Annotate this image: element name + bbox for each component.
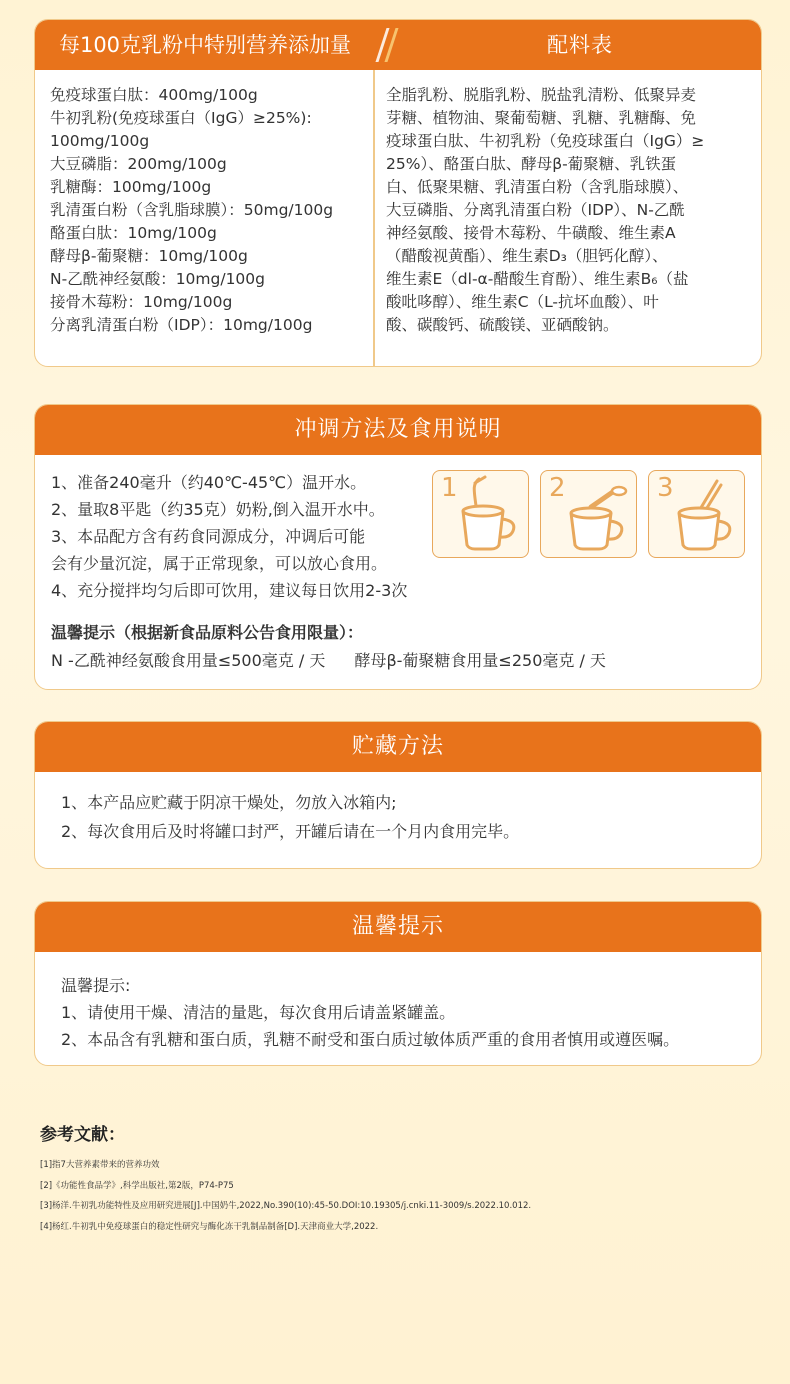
reference-item: [2]《功能性食品学》,科学出版社,第2版，P74-P75 [40,1180,234,1191]
direction-line: 1、准备240毫升（约40℃-45℃）温开水。 [51,473,367,492]
reference-item: [3]杨洋.牛初乳功能特性及应用研究进展[J].中国奶牛,2022,No.390(10):45-50.DOI:10.19305/j.cnki.11-3009/s.2022.10.012. [40,1201,532,1211]
storage-line: 1、本产品应贮藏于阴凉干燥处，勿放入冰箱内; [61,793,397,812]
additive-line: 牛初乳粉(免疫球蛋白（IgG）≥25%): [50,109,312,127]
additive-line: 接骨木莓粉：10mg/100g [50,293,233,311]
references-section [40,1120,760,1237]
formula-line: 神经氨酸、接骨木莓粉、牛磺酸、维生素A [386,224,676,242]
ingredients-header [35,20,761,70]
pour-water-cup-icon [433,471,530,559]
formula-line: 大豆磷脂、分离乳清蛋白粉（IDP）、N-乙酰 [386,201,685,219]
formula-line: 酸吡哆醇）、维生素C（L-抗坏血酸）、叶 [386,293,659,311]
reference-item: [4]杨红.牛初乳中免疫球蛋白的稳定性研究与酶化冻干乳制品制备[D].天津商业大学,2022. [40,1221,379,1232]
tips-card [34,901,762,1066]
additive-line: 100mg/100g [50,132,150,150]
step-3-illustration [648,470,745,558]
direction-line: 4、充分搅拌均匀后即可饮用，建议每日饮用2-3次 [51,581,408,600]
intake-limit-nana: N -乙酰神经氨酸食用量≤500毫克 / 天 [51,651,326,670]
formula-line: 芽糖、植物油、聚葡萄糖、乳糖、乳糖酶、免 [386,109,697,127]
storage-title: 贮藏方法 [35,722,761,772]
formula-line: （醋酸视黄酯）、维生素D₃（胆钙化醇）、 [386,247,668,265]
formula-line: 维生素E（dl-α-醋酸生育酚）、维生素B₆（盐 [386,270,689,288]
directions-card [34,404,762,690]
tips-line: 温馨提示: [61,976,131,995]
tips-line: 2、本品含有乳糖和蛋白质，乳糖不耐受和蛋白质过敏体质严重的食用者慎用或遵医嘱。 [61,1030,680,1049]
stir-cup-icon [649,471,746,559]
formula-line: 酸、碳酸钙、硫酸镁、亚硒酸钠。 [386,316,619,334]
additive-line: 分离乳清蛋白粉（IDP）：10mg/100g [50,316,313,334]
formula-line: 25%）、酪蛋白肽、酵母β-葡聚糖、乳铁蛋 [386,155,677,173]
formula-text [375,70,761,367]
step-number: 2 [549,473,566,503]
formula-title: 配料表 [547,33,613,57]
formula-line: 白、低聚果糖、乳清蛋白粉（含乳脂球膜）、 [386,178,689,196]
direction-line: 3、本品配方含有药食同源成分，冲调后可能 [51,527,366,546]
additive-line: 酵母β-葡聚糖：10mg/100g [50,247,248,265]
step-number: 1 [441,473,458,503]
step-number: 3 [657,473,674,503]
formula-line: 全脂乳粉、脱脂乳粉、脱盐乳清粉、低聚异麦 [386,86,697,104]
additives-title: 每100克乳粉中特别营养添加量 [58,33,352,57]
direction-line: 会有少量沉淀，属于正常现象，可以放心食用。 [51,554,388,573]
step-1-illustration [432,470,529,558]
tips-line: 1、请使用干燥、清洁的量匙，每次食用后请盖紧罐盖。 [61,1003,456,1022]
additive-line: 乳糖酶：100mg/100g [50,178,212,196]
scoop-powder-cup-icon [541,471,638,559]
directions-title: 冲调方法及食用说明 [35,405,761,455]
ingredients-card [34,19,762,367]
additive-line: 乳清蛋白粉（含乳脂球膜）：50mg/100g [50,201,334,219]
formula-line: 疫球蛋白肽、牛初乳粉（免疫球蛋白（IgG）≥ [386,132,705,150]
direction-line: 2、量取8平匙（约35克）奶粉,倒入温开水中。 [51,500,385,519]
references-title: 参考文献： [40,1125,125,1145]
reference-item: [1]指7大营养素带来的营养功效 [40,1160,160,1170]
storage-line: 2、每次食用后及时将罐口封严，开罐后请在一个月内食用完毕。 [61,822,520,841]
tips-title: 温馨提示 [35,902,761,952]
additive-line: 免疫球蛋白肽：400mg/100g [50,86,258,104]
storage-card [34,721,762,869]
intake-limits [51,648,761,674]
additive-line: 酪蛋白肽：10mg/100g [50,224,217,242]
additive-line: N-乙酰神经氨酸：10mg/100g [50,270,265,288]
intake-limit-glucan: 酵母β-葡聚糖食用量≤250毫克 / 天 [354,651,606,670]
intake-limit-title: 温馨提示（根据新食品原料公告食用限量）： [51,623,364,642]
step-2-illustration [540,470,637,558]
additives-list [35,70,375,367]
preparation-steps [432,470,745,558]
additive-line: 大豆磷脂：200mg/100g [50,155,227,173]
